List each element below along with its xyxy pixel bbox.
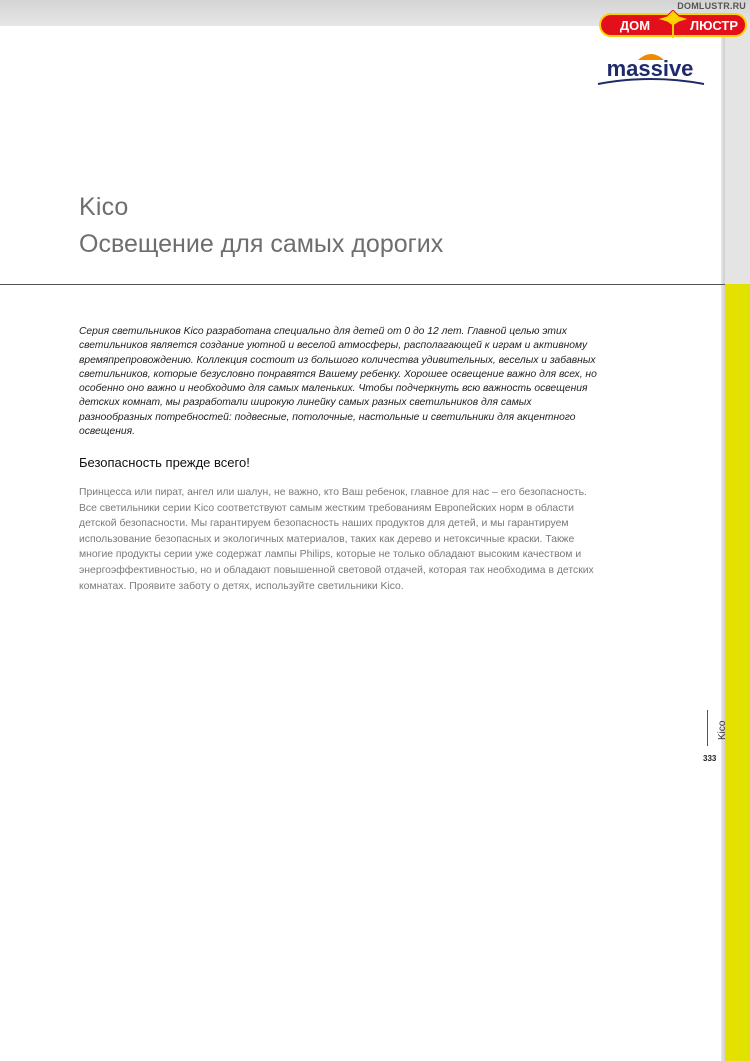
- intro-paragraph: Серия светильников Kico разработана специально для детей от 0 до 12 лет. Главной целью этих светильников является создание уютной и веселой атмосферы, располагающей к играм и активному времяпрепровождению. Коллекция состоит из большого количества удивительных, веселых и забавных светильников, которые безусловно понравятся Вашему ребенку. Хорошее освещение важно для всех, но особенно оно важно и необходимо для самых маленьких. Чтобы подчеркнуть всю важность освещения детских комнат, мы разработали широкую линейку самых разных светильников для самых разнообразных потребностей: подвесные, потолочные, настольные и светильники для акцентного освещения.: [79, 326, 597, 438]
- header-divider: [0, 284, 725, 285]
- page-title: Kico: [79, 193, 129, 221]
- side-section-label: [707, 710, 728, 746]
- badge-right-text: ЛЮСТР: [689, 18, 739, 33]
- site-url[interactable]: DOMLUSTR.RU: [677, 1, 746, 11]
- brand-logo-text: massive: [606, 56, 694, 81]
- side-margin-gray: [725, 26, 750, 284]
- domlustr-logo[interactable]: [599, 10, 747, 40]
- section-heading: Безопасность прежде всего!: [79, 455, 250, 470]
- page-number: 333: [703, 754, 717, 763]
- section-body: Принцесса или пират, ангел или шалун, не важно, кто Ваш ребенок, главное для нас – его безопасность. Все светильники серии Kico соответствуют самым жестким требованиям Европейских норм в области детской безопасности. Мы гарантируем безопасность наших продуктов для детей, и мы гарантируем использование безопасных и экологичных материалов, таких как дерево и нетоксичные краски. Также многие продукты серии уже содержат лампы Philips, которые не только обладают высоким качеством и энергоэффективностью, но и обладают повышенной световой отдачей, которая так необходима в детских комнатах. Проявите заботу о детях, используйте светильники Kico.: [79, 487, 594, 592]
- page-subtitle: Освещение для самых дорогих: [79, 230, 444, 258]
- side-label-text: Kico: [717, 720, 728, 740]
- massive-logo: [594, 44, 709, 90]
- side-accent-bar: [725, 284, 750, 1061]
- badge-left-text: ДОМ: [619, 18, 651, 33]
